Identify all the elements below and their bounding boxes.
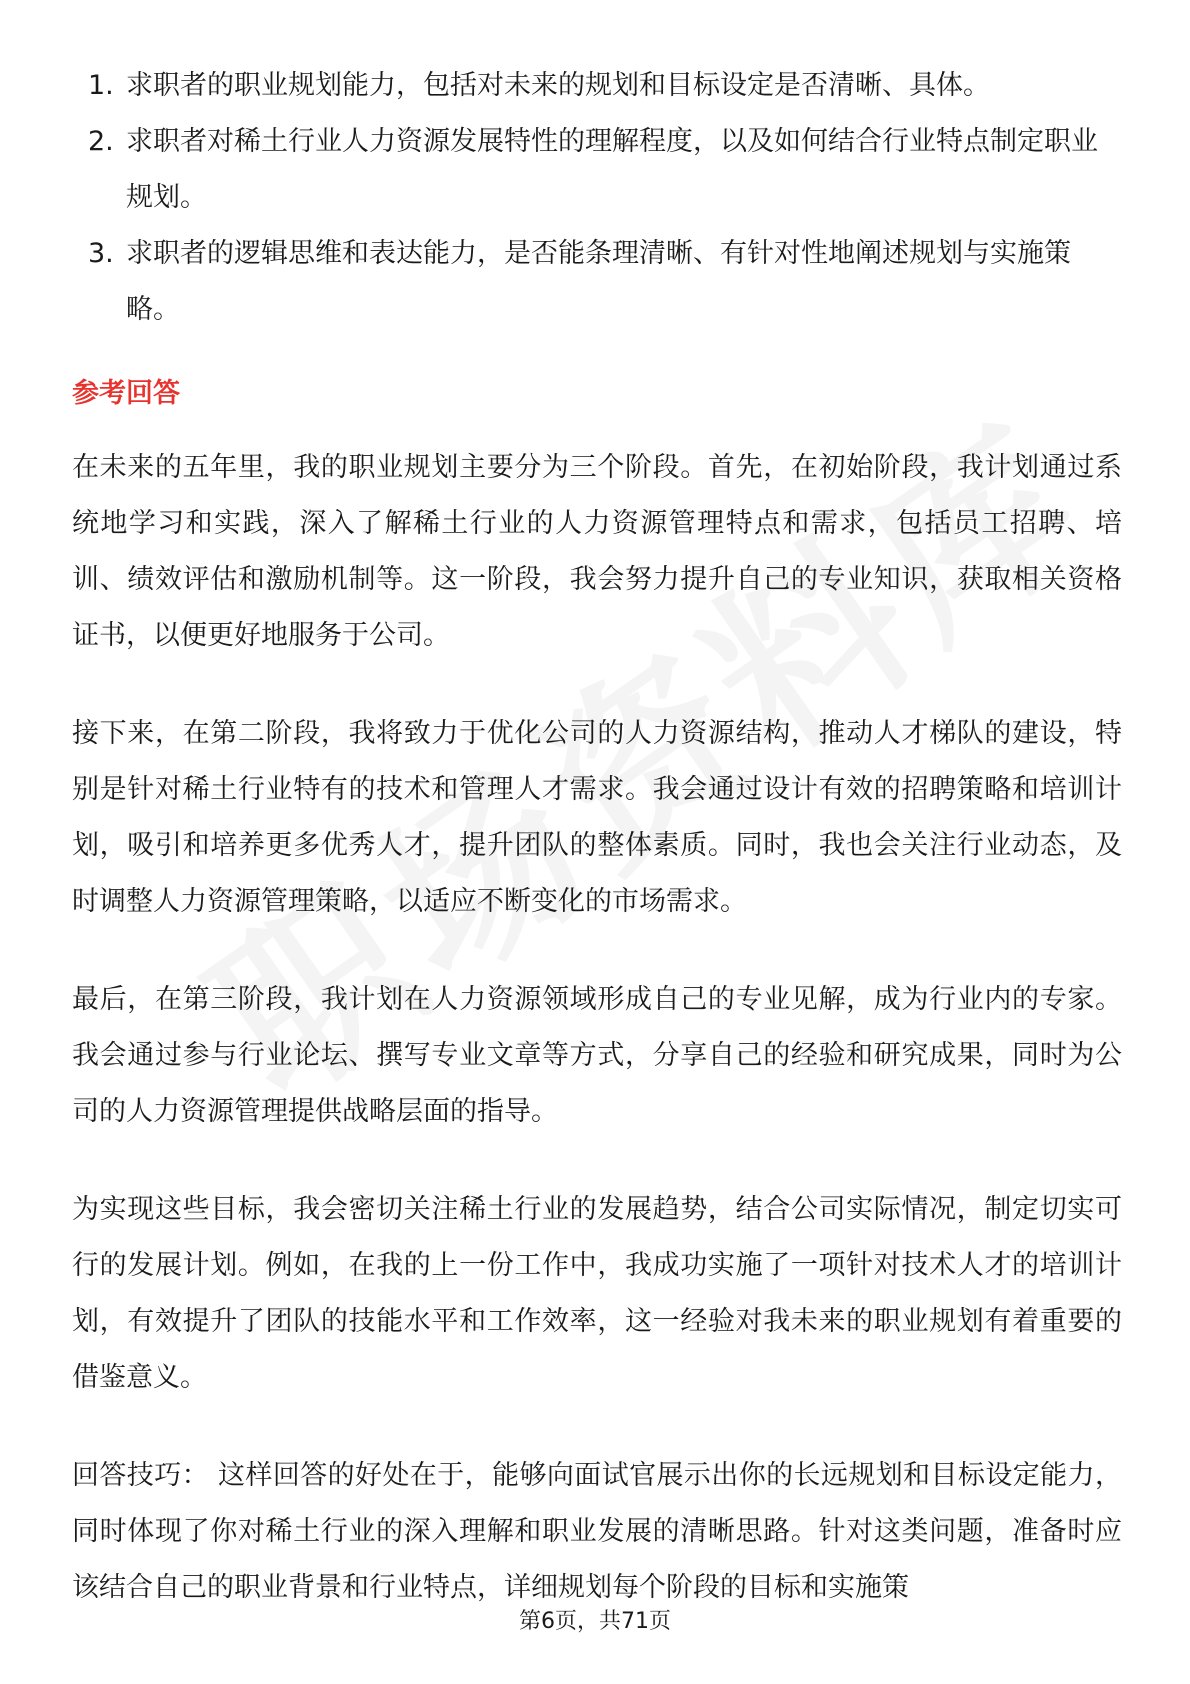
answer-heading: 参考回答 bbox=[72, 378, 180, 409]
list-item-number: 3. bbox=[88, 238, 114, 269]
list-item-number: 1. bbox=[88, 70, 114, 101]
paragraph: 为实现这些目标，我会密切关注稀土行业的发展趋势，结合公司实际情况，制定切实可行的发展计划。例如，在我的上一份工作中，我成功实施了一项针对技术人才的培训计划，有效提升了团队的技能水平和工作效率，这一经验对我未来的职业规划有着重要的借鉴意义。 bbox=[72, 1194, 1122, 1393]
paragraph: 回答技巧： 这样回答的好处在于，能够向面试官展示出你的长远规划和目标设定能力，同时体现了你对稀土行业的深入理解和职业发展的清晰思路。针对这类问题，准备时应该结合自己的职业背景和行业特点，详细规划每个阶段的目标和实施策 bbox=[72, 1460, 1122, 1603]
paragraph: 最后，在第三阶段，我计划在人力资源领域形成自己的专业见解，成为行业内的专家。我会通过参与行业论坛、撰写专业文章等方式，分享自己的经验和研究成果，同时为公司的人力资源管理提供战略层面的指导。 bbox=[72, 984, 1122, 1127]
paragraph: 在未来的五年里，我的职业规划主要分为三个阶段。首先，在初始阶段，我计划通过系统地学习和实践，深入了解稀土行业的人力资源管理特点和需求，包括员工招聘、培训、绩效评估和激励机制等。这一阶段，我会努力提升自己的专业知识，获取相关资格证书，以便更好地服务于公司。 bbox=[72, 452, 1122, 651]
list-item-text: 求职者的职业规划能力，包括对未来的规划和目标设定是否清晰、具体。 bbox=[126, 70, 990, 101]
list-item-text: 求职者的逻辑思维和表达能力，是否能条理清晰、有针对性地阐述规划与实施策略。 bbox=[126, 238, 1071, 325]
page-footer: 第6页，共71页 bbox=[519, 1609, 671, 1634]
paragraph: 接下来，在第二阶段，我将致力于优化公司的人力资源结构，推动人才梯队的建设，特别是针对稀土行业特有的技术和管理人才需求。我会通过设计有效的招聘策略和培训计划，吸引和培养更多优秀人才，提升团队的整体素质。同时，我也会关注行业动态，及时调整人力资源管理策略，以适应不断变化的市场需求。 bbox=[72, 718, 1122, 917]
list-item bbox=[72, 114, 1122, 226]
list-item bbox=[72, 58, 1122, 114]
page-content bbox=[72, 58, 1122, 1658]
list-item bbox=[72, 226, 1122, 338]
criteria-list bbox=[72, 58, 1122, 338]
list-item-text: 求职者对稀土行业人力资源发展特性的理解程度，以及如何结合行业特点制定职业规划。 bbox=[126, 126, 1098, 213]
list-item-number: 2. bbox=[88, 126, 114, 157]
